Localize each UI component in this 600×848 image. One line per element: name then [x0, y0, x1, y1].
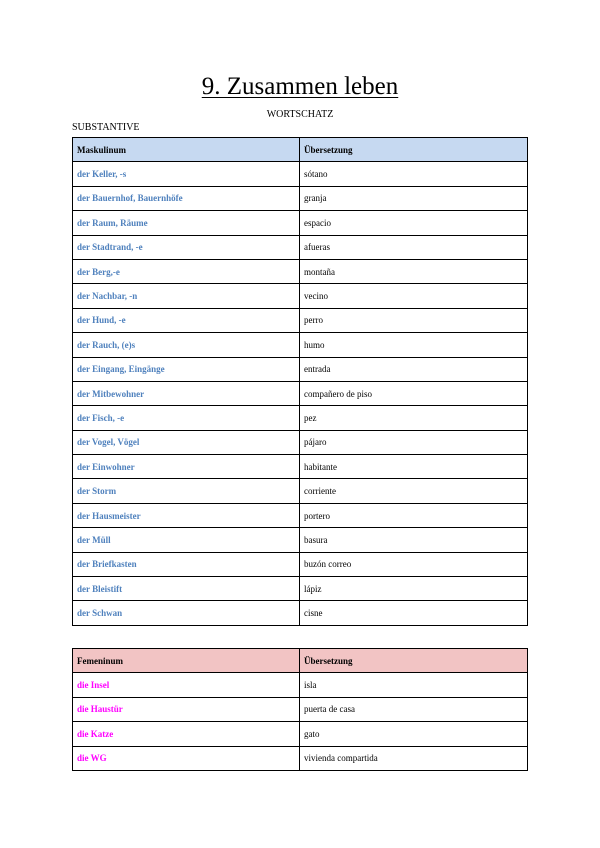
table-row — [73, 186, 528, 210]
table-row — [73, 552, 528, 576]
german-word-cell: der Eingang, Eingänge — [73, 357, 300, 381]
german-word-cell: der Briefkasten — [73, 552, 300, 576]
masculine-table-body — [73, 162, 528, 625]
table-row — [73, 503, 528, 527]
section-title: WORTSCHATZ — [266, 109, 334, 120]
table-row — [73, 406, 528, 430]
translation-cell: vecino — [300, 284, 528, 308]
german-word-cell: der Schwan — [73, 601, 300, 625]
translation-cell: buzón correo — [300, 552, 528, 576]
translation-cell: gato — [300, 722, 528, 746]
translation-cell: sótano — [300, 162, 528, 186]
german-word-cell: der Keller, -s — [73, 162, 300, 186]
translation-cell: granja — [300, 186, 528, 210]
german-word-cell: der Hund, -e — [73, 308, 300, 332]
translation-cell: humo — [300, 333, 528, 357]
translation-cell: pez — [300, 406, 528, 430]
german-word-cell: die Katze — [73, 722, 300, 746]
table-row — [73, 430, 528, 454]
table-row — [73, 746, 528, 770]
table-row — [73, 722, 528, 746]
german-word-cell: die WG — [73, 746, 300, 770]
table-row — [73, 455, 528, 479]
table-row — [73, 235, 528, 259]
translation-cell: entrada — [300, 357, 528, 381]
masculine-table — [72, 137, 528, 626]
german-word-cell: der Berg,-e — [73, 259, 300, 283]
column-header-translation: Übersetzung — [300, 649, 528, 673]
table-row — [73, 333, 528, 357]
translation-cell: habitante — [300, 455, 528, 479]
translation-cell: puerta de casa — [300, 697, 528, 721]
german-word-cell: der Bauernhof, Bauernhöfe — [73, 186, 300, 210]
page-title: 9. Zusammen leben — [201, 73, 399, 100]
german-word-cell: der Bleistift — [73, 577, 300, 601]
table-row — [73, 308, 528, 332]
translation-cell: compañero de piso — [300, 381, 528, 405]
table-row — [73, 577, 528, 601]
german-word-cell: der Hausmeister — [73, 503, 300, 527]
table-row — [73, 357, 528, 381]
translation-cell: lápiz — [300, 577, 528, 601]
translation-cell: basura — [300, 528, 528, 552]
category-label: SUBSTANTIVE — [72, 122, 140, 133]
translation-cell: portero — [300, 503, 528, 527]
translation-cell: vivienda compartida — [300, 746, 528, 770]
german-word-cell: der Nachbar, -n — [73, 284, 300, 308]
german-word-cell: die Haustür — [73, 697, 300, 721]
german-word-cell: der Müll — [73, 528, 300, 552]
table-row — [73, 601, 528, 625]
german-word-cell: der Einwohner — [73, 455, 300, 479]
table-header-row — [73, 138, 528, 162]
german-word-cell: der Mitbewohner — [73, 381, 300, 405]
german-word-cell: der Stadtrand, -e — [73, 235, 300, 259]
table-row — [73, 284, 528, 308]
translation-cell: cisne — [300, 601, 528, 625]
german-word-cell: der Fisch, -e — [73, 406, 300, 430]
translation-cell: perro — [300, 308, 528, 332]
table-header-row — [73, 649, 528, 673]
column-header-german: Maskulinum — [73, 138, 300, 162]
table-row — [73, 162, 528, 186]
translation-cell: montaña — [300, 259, 528, 283]
translation-cell: isla — [300, 673, 528, 697]
german-word-cell: die Insel — [73, 673, 300, 697]
translation-cell: afueras — [300, 235, 528, 259]
german-word-cell: der Raum, Räume — [73, 211, 300, 235]
german-word-cell: der Rauch, (e)s — [73, 333, 300, 357]
table-row — [73, 259, 528, 283]
table-row — [73, 673, 528, 697]
feminine-table-body — [73, 673, 528, 771]
german-word-cell: der Storm — [73, 479, 300, 503]
table-row — [73, 381, 528, 405]
table-row — [73, 697, 528, 721]
feminine-table — [72, 648, 528, 771]
translation-cell: espacio — [300, 211, 528, 235]
translation-cell: pájaro — [300, 430, 528, 454]
column-header-translation: Übersetzung — [300, 138, 528, 162]
column-header-german: Femeninum — [73, 649, 300, 673]
table-row — [73, 479, 528, 503]
table-row — [73, 211, 528, 235]
translation-cell: corriente — [300, 479, 528, 503]
german-word-cell: der Vogel, Vögel — [73, 430, 300, 454]
table-row — [73, 528, 528, 552]
